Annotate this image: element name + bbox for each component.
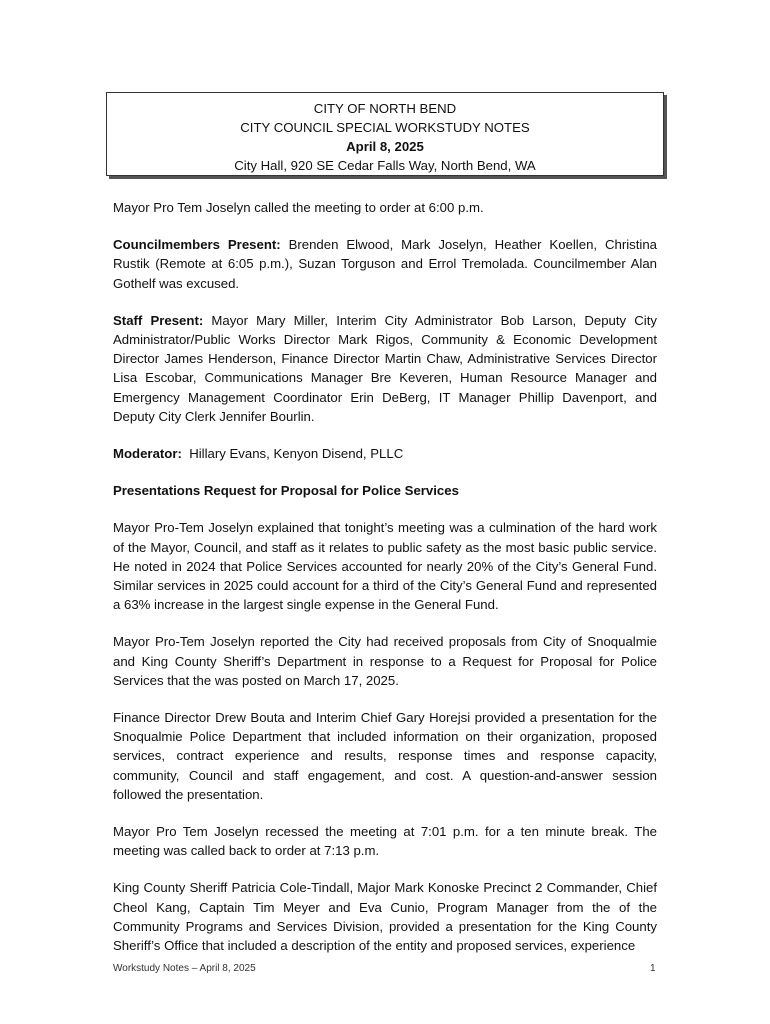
- councilmembers-present: [113, 235, 657, 293]
- section-heading: Presentations Request for Proposal for Police Services: [113, 483, 459, 499]
- moderator-text: Hillary Evans, Kenyon Disend, PLLC: [181, 446, 404, 462]
- paragraph-3: Finance Director Drew Bouta and Interim Chief Gary Horejsi provided a presentation for the Snoqualmie Police Department that included information on their organization, proposed services, contract experience and results, response times and response capacity, community, Council and staff engagement, and cost. A question-and-answer session followed the presentation.: [113, 710, 657, 802]
- moderator: [113, 444, 657, 463]
- page-number: 1: [650, 963, 656, 974]
- call-to-order: Mayor Pro Tem Joselyn called the meeting to order at 6:00 p.m.: [113, 200, 484, 215]
- moderator-label: Moderator:: [113, 446, 182, 462]
- councilmembers-text: Brenden Elwood, Mark Joselyn, Heather Koellen, Christina Rustik (Remote at 6:05 p.m.), Suzan Torguson and Errol Tremolada. Councilmember Alan Gothelf was excused.: [113, 237, 657, 291]
- paragraph-4: Mayor Pro Tem Joselyn recessed the meeting at 7:01 p.m. for a ten minute break. The meeting was called back to order at 7:13 p.m.: [113, 824, 657, 859]
- header-date: April 8, 2025: [346, 139, 424, 154]
- header-title: CITY COUNCIL SPECIAL WORKSTUDY NOTES: [240, 120, 530, 135]
- staff-text: Mayor Mary Miller, Interim City Administrator Bob Larson, Deputy City Administrator/Public Works Director Mark Rigos, Community & Economic Development Director James Henderson, Finance Director Martin Chaw, Administrative Services Director Lisa Escobar, Communications Manager Bre Keveren, Human Resource Manager and Emergency Management Coordinator Erin DeBerg, IT Manager Phillip Davenport, and Deputy City Clerk Jennifer Bourlin.: [113, 312, 657, 424]
- paragraph-5: King County Sheriff Patricia Cole-Tindall, Major Mark Konoske Precinct 2 Commander, Chief Cheol Kang, Captain Tim Meyer and Eva Cunio, Program Manager from the of the Community Programs and Services Division, provided a presentation for the King County Sheriff’s Office that included a description of the entity and proposed services, experience: [113, 880, 657, 954]
- footer-title: Workstudy Notes – April 8, 2025: [113, 963, 256, 974]
- paragraph-2: Mayor Pro-Tem Joselyn reported the City had received proposals from City of Snoqualmie and King County Sheriff’s Department in response to a Request for Proposal for Police Services that the was posted on March 17, 2025.: [113, 634, 657, 688]
- document-header: [106, 92, 664, 176]
- document-body: [113, 198, 657, 973]
- councilmembers-label: Councilmembers Present:: [113, 237, 281, 253]
- header-location: City Hall, 920 SE Cedar Falls Way, North Bend, WA: [234, 158, 536, 173]
- paragraph-1: Mayor Pro-Tem Joselyn explained that tonight’s meeting was a culmination of the hard work of the Mayor, Council, and staff as it relates to public safety as the most basic public service. He noted in 2024 that Police Services accounted for nearly 20% of the City’s General Fund. Similar services in 2025 could account for a third of the City’s General Fund and represented a 63% increase in the largest single expense in the General Fund.: [113, 520, 657, 613]
- staff-label: Staff Present:: [113, 312, 204, 328]
- staff-present: [113, 311, 657, 426]
- header-city: CITY OF NORTH BEND: [313, 101, 457, 116]
